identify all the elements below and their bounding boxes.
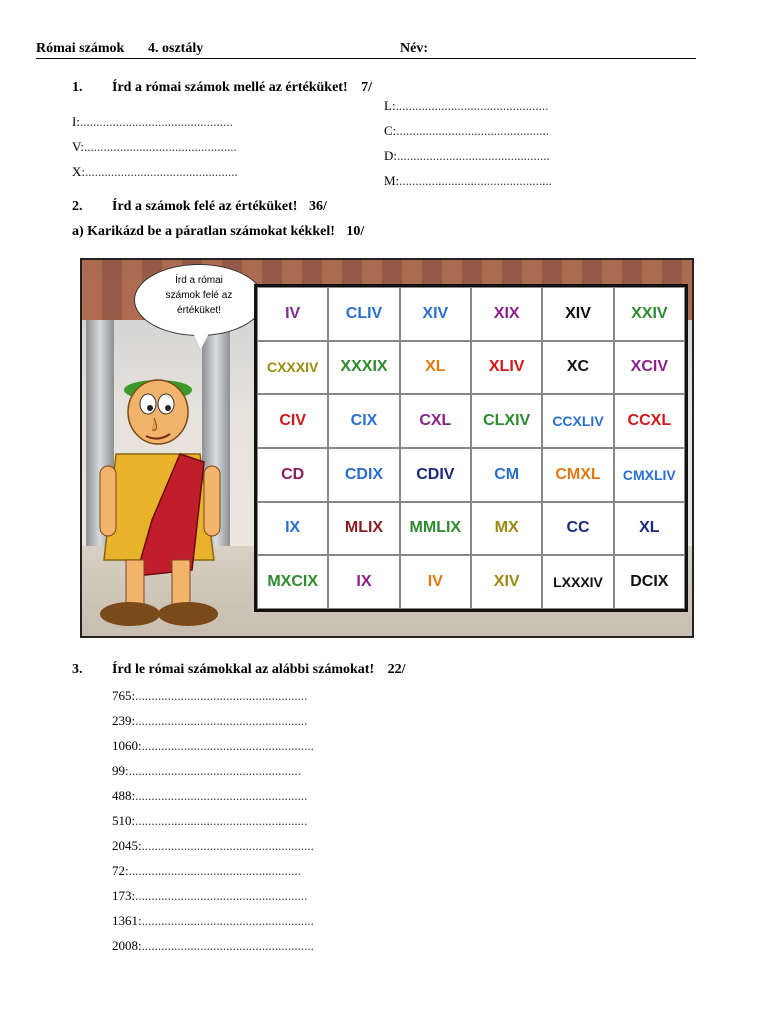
task2a-text: a) Karikázd be a páratlan számokat kékkel!	[72, 224, 335, 239]
task1-heading: 1. Írd a római számok mellé az értéküket! 7/	[72, 80, 372, 95]
roman-numeral-cell[interactable]: CLIV	[328, 287, 399, 341]
task1-answer-line[interactable]: M:...............................................	[384, 173, 552, 188]
task2a-heading	[72, 224, 364, 240]
roman-numeral-cell[interactable]: CD	[257, 448, 328, 502]
roman-numeral-cell[interactable]: IV	[257, 287, 328, 341]
task1-answer-line[interactable]: L:...............................................	[384, 98, 549, 113]
task3-heading: 3. Írd le római számokkal az alábbi számokat! 22/	[72, 662, 406, 677]
speech-bubble-tail	[193, 333, 209, 349]
task2-points: 36/	[308, 199, 327, 214]
roman-numeral-grid	[254, 284, 688, 612]
roman-numeral-cell[interactable]: CDIV	[400, 448, 471, 502]
roman-numeral-cell[interactable]: XCIV	[614, 341, 685, 395]
roman-numeral-cell[interactable]: XL	[614, 502, 685, 556]
task1-answer-line[interactable]: I:...............................................	[72, 114, 233, 129]
roman-numeral-cell[interactable]: XL	[400, 341, 471, 395]
roman-numeral-cell[interactable]: IV	[400, 555, 471, 609]
task3-answer-line[interactable]: 2008:.....................................................	[112, 938, 314, 953]
worksheet-title: Római számok	[36, 41, 125, 56]
task3-answer-line[interactable]: 765:.....................................................	[112, 688, 308, 703]
worksheet-header	[36, 40, 696, 59]
roman-numeral-cell[interactable]: CMXL	[542, 448, 613, 502]
task3-answer-line[interactable]: 239:.....................................................	[112, 713, 308, 728]
roman-numeral-cell[interactable]: CC	[542, 502, 613, 556]
roman-numeral-cell[interactable]: XIV	[471, 555, 542, 609]
roman-puzzle-panel	[80, 258, 694, 638]
roman-numeral-cell[interactable]: CMXLIV	[614, 448, 685, 502]
roman-numeral-cell[interactable]: CCXLIV	[542, 394, 613, 448]
task1-answer-line[interactable]: D:...............................................	[384, 148, 550, 163]
task3-answer-line[interactable]: 1060:.....................................................	[112, 738, 314, 753]
roman-numeral-cell[interactable]: CM	[471, 448, 542, 502]
task1-answer-line[interactable]: V:...............................................	[72, 139, 237, 154]
task2-text: Írd a számok felé az értéküket!	[112, 199, 298, 214]
roman-numeral-cell[interactable]: CDIX	[328, 448, 399, 502]
roman-numeral-cell[interactable]: XIX	[471, 287, 542, 341]
task3-answer-line[interactable]: 99:.....................................................	[112, 763, 301, 778]
roman-numeral-cell[interactable]: XC	[542, 341, 613, 395]
roman-numeral-cell[interactable]: MXCIX	[257, 555, 328, 609]
roman-numeral-cell[interactable]: XLIV	[471, 341, 542, 395]
task1-answer-line[interactable]: C:...............................................	[384, 123, 550, 138]
task3-answer-line[interactable]: 2045:.....................................................	[112, 838, 314, 853]
name-label: Név:	[400, 41, 428, 56]
grade-label: 4. osztály	[148, 41, 204, 56]
roman-numeral-cell[interactable]: MX	[471, 502, 542, 556]
roman-numeral-cell[interactable]: MLIX	[328, 502, 399, 556]
task3-answer-line[interactable]: 488:.....................................................	[112, 788, 308, 803]
task3-points: 22/	[387, 662, 406, 677]
task2a-points: 10/	[346, 224, 365, 239]
roman-numeral-cell[interactable]: LXXXIV	[542, 555, 613, 609]
roman-numeral-cell[interactable]: CLXIV	[471, 394, 542, 448]
roman-numeral-cell[interactable]: DCIX	[614, 555, 685, 609]
task3-answer-line[interactable]: 510:.....................................................	[112, 813, 308, 828]
task3-text: Írd le római számokkal az alábbi számokat!	[112, 662, 375, 677]
roman-numeral-cell[interactable]: IX	[257, 502, 328, 556]
task1-answer-line[interactable]: X:...............................................	[72, 164, 238, 179]
caesar-cartoon-icon	[96, 370, 246, 636]
roman-numeral-cell[interactable]: CXL	[400, 394, 471, 448]
task1-text: Írd a római számok mellé az értéküket!	[112, 80, 348, 95]
roman-numeral-cell[interactable]: XXIV	[614, 287, 685, 341]
task3-answer-line[interactable]: 1361:.....................................................	[112, 913, 314, 928]
task3-answer-line[interactable]: 72:.....................................................	[112, 863, 301, 878]
roman-numeral-cell[interactable]: CIV	[257, 394, 328, 448]
task2-heading: 2. Írd a számok felé az értéküket! 36/	[72, 199, 327, 214]
roman-numeral-cell[interactable]: CXXXIV	[257, 341, 328, 395]
speech-bubble: Írd a római számok felé az értéküket!	[134, 264, 264, 336]
roman-numeral-cell[interactable]: CIX	[328, 394, 399, 448]
roman-numeral-cell[interactable]: XIV	[542, 287, 613, 341]
roman-numeral-cell[interactable]: XXXIX	[328, 341, 399, 395]
task1-points: 7/	[361, 80, 372, 95]
roman-numeral-cell[interactable]: XIV	[400, 287, 471, 341]
roman-numeral-cell[interactable]: IX	[328, 555, 399, 609]
task3-answer-line[interactable]: 173:.....................................................	[112, 888, 308, 903]
roman-numeral-cell[interactable]: CCXL	[614, 394, 685, 448]
roman-numeral-cell[interactable]: MMLIX	[400, 502, 471, 556]
